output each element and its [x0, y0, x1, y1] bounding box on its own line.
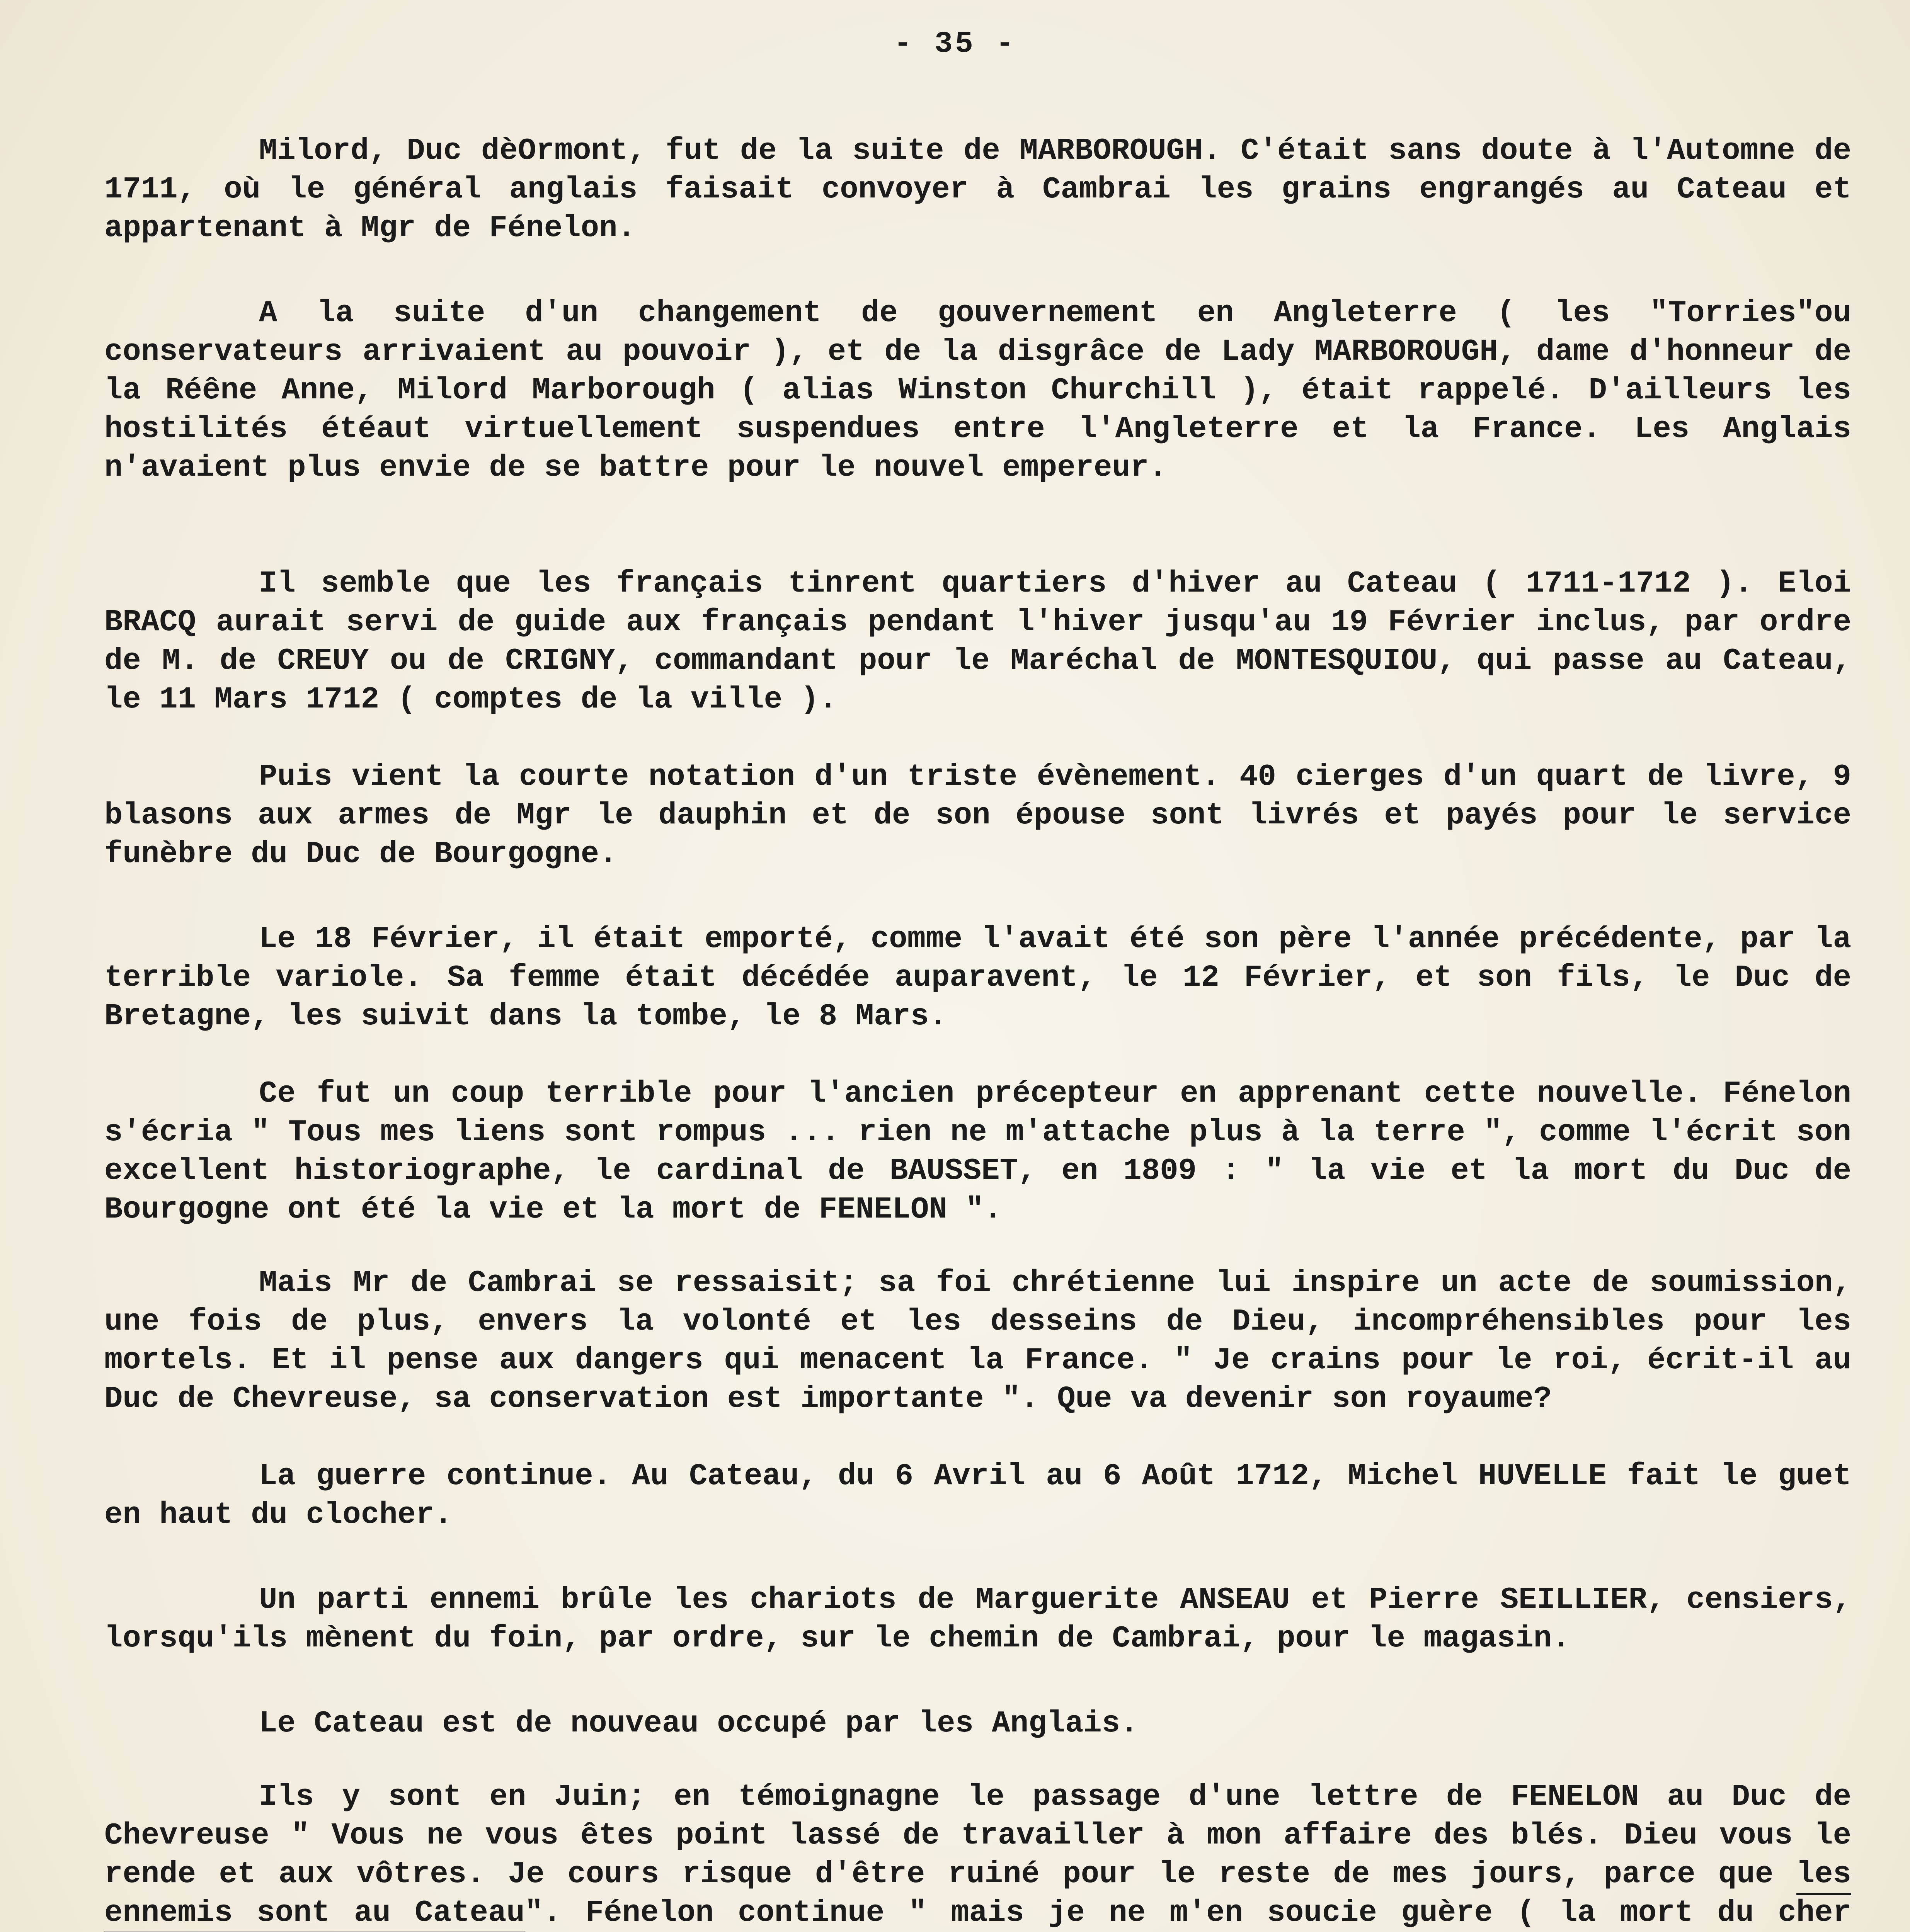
paragraph-6	[104, 1074, 1851, 1229]
paragraph-9-text: Un parti ennemi brûle les chariots de Marguerite ANSEAU et Pierre SEILLIER, censiers, lorsqu'ils mènent du foin, par ordre, sur le chemin de Cambrai, pour le magasin.	[104, 1582, 1851, 1656]
paragraph-5	[104, 920, 1851, 1036]
underlined-phrase: les ennemis sont au Cateau	[104, 1857, 1851, 1932]
paragraph-10	[104, 1704, 1851, 1743]
paragraph-4	[104, 757, 1851, 873]
paragraph-6-text: Ce fut un coup terrible pour l'ancien précepteur en apprenant cette nouvelle. Fénelon s'écria " Tous mes liens sont rompus ... rien ne m'attache plus à la terre ", comme l'écrit son excellent historiographe, le cardinal de BAUSSET, en 1809 : " la vie et la mort du Duc de Bourgogne ont été la vie et la mort de FENELON ".	[104, 1076, 1851, 1227]
paragraph-2-text: A la suite d'un changement de gouvernement en Angleterre ( les "Torries"ou conservateurs arrivaient au pouvoir ), et de la disgrâce de Lady MARBOROUGH, dame d'honneur de la Réêne Anne, Milord Marborough ( alias Winston Churchill ), était rappelé. D'ailleurs les hostilités étéaut virtuellement suspendues entre l'Angleterre et la France. Les Anglais n'avaient plus envie de se battre pour le nouvel empereur.	[104, 296, 1851, 485]
paragraph-2	[104, 294, 1851, 487]
paragraph-4-text: Puis vient la courte notation d'un triste évènement. 40 cierges d'un quart de livre, 9 blasons aux armes de Mgr le dauphin et de son épouse sont livrés et payés pour le service funèbre du Duc de Bourgogne.	[104, 759, 1851, 871]
page-number: - 35 -	[894, 27, 1016, 61]
paragraph-8	[104, 1457, 1851, 1534]
paragraph-3	[104, 564, 1851, 719]
paragraph-9	[104, 1580, 1851, 1658]
paragraph-8-text: La guerre continue. Au Cateau, du 6 Avril au 6 Août 1712, Michel HUVELLE fait le guet en haut du clocher.	[104, 1459, 1851, 1532]
paragraph-10-text: Le Cateau est de nouveau occupé par les Anglais.	[259, 1706, 1139, 1741]
paragraph-3-text: Il semble que les français tinrent quartiers d'hiver au Cateau ( 1711-1712 ). Eloi BRACQ aurait servi de guide aux français pendant l'hiver jusqu'au 19 Février inclus, par ordre de M. de CREUY ou de CRIGNY, commandant pour le Maréchal de MONTESQUIOU, qui passe au Cateau, le 11 Mars 1712 ( comptes de la ville ).	[104, 566, 1851, 717]
paragraph-11-text-end: ". Fénelon continue " mais je ne m'en soucie guère ( la mort du cher	[524, 1895, 1851, 1930]
paragraph-11	[104, 1777, 1851, 1932]
paragraph-5-text: Le 18 Février, il était emporté, comme l'avait été son père l'année précédente, par la terrible variole. Sa femme était décédée auparavent, le 12 Février, et son fils, le Duc de Bretagne, les suivit dans la tombe, le 8 Mars.	[104, 922, 1851, 1034]
paragraph-1-text: Milord, Duc dèOrmont, fut de la suite de MARBOROUGH. C'était sans doute à l'Automne de 1711, où le général anglais faisait convoyer à Cambrai les grains engrangés au Cateau et appartenant à Mgr de Fénelon.	[104, 133, 1851, 245]
paragraph-7-text: Mais Mr de Cambrai se ressaisit; sa foi chrétienne lui inspire un acte de soumission, une fois de plus, envers la volonté et les desseins de Dieu, incompréhensibles pour les mortels. Et il pense aux dangers qui menacent la France. " Je crains pour le roi, écrit-il au Duc de Chevreuse, sa conservation est importante ". Que va devenir son royaume?	[104, 1265, 1851, 1416]
paragraph-7	[104, 1264, 1851, 1418]
paragraph-1	[104, 131, 1851, 247]
paragraph-11-text-start: Ils y sont en Juin; en témoignagne le passage d'une lettre de FENELON au Duc de Chevreuse " Vous ne vous êtes point lassé de travailler à mon affaire des blés. Dieu vous le rende et aux vôtres. Je cours risque d'être ruiné pour le reste de mes jours, parce que	[104, 1779, 1851, 1891]
